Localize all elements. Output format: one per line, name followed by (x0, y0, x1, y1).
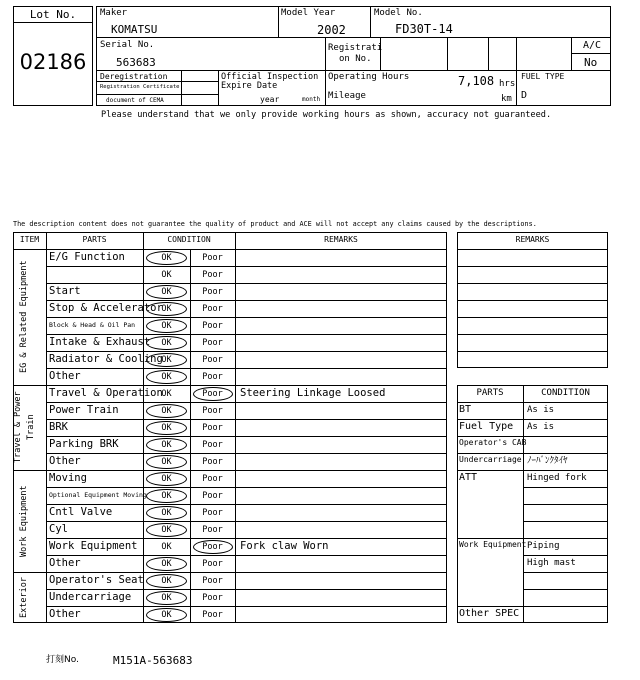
group-label-work: Work Equipment (19, 485, 29, 557)
poor-option: Poor (202, 457, 223, 467)
spec-part-label: Undercarriage (459, 455, 522, 464)
poor-selected-circle (193, 540, 233, 554)
divider (457, 402, 608, 403)
part-label: Cyl (49, 523, 68, 536)
row-divider (46, 538, 447, 539)
remarks-row-divider (457, 334, 608, 335)
group-label-travel: Travel & Power (13, 391, 23, 464)
mileage-label: Mileage (328, 91, 366, 101)
ok-selected-circle (146, 608, 187, 622)
ok-selected-circle (146, 574, 187, 588)
divider (447, 37, 448, 71)
part-label: Other (49, 557, 81, 570)
ok-option: OK (161, 593, 172, 603)
poor-option: Poor (202, 372, 223, 382)
spec-condition-value: Hinged fork (527, 473, 587, 483)
row-divider (523, 487, 608, 488)
poor-option: Poor (202, 304, 223, 314)
right-condition-header: CONDITION (541, 388, 590, 398)
row-divider (46, 419, 447, 420)
spec-part-label: Operator's CAB (459, 438, 527, 447)
row-divider (457, 436, 608, 437)
ok-option: OK (161, 440, 172, 450)
poor-option: Poor (202, 270, 223, 280)
ok-selected-circle (146, 455, 187, 469)
row-divider (46, 300, 447, 301)
row-divider (523, 521, 608, 522)
spec-part-label: ATT (459, 472, 478, 483)
model-no-label: Model No. (374, 8, 423, 18)
poor-option: Poor (202, 321, 223, 331)
ok-option: OK (161, 542, 172, 552)
right-remarks-header: REMARKS (515, 235, 550, 244)
poor-option: Poor (202, 423, 223, 433)
divider (571, 37, 572, 71)
remarks-row-divider (457, 283, 608, 284)
ok-option: OK (161, 508, 172, 518)
registration-label-2: on No. (339, 54, 372, 64)
deregistration-label: Deregistration (100, 72, 168, 81)
poor-option: Poor (202, 474, 223, 484)
poor-option: Poor (202, 253, 223, 263)
divider (370, 6, 371, 38)
part-label: Parking BRK (49, 438, 119, 451)
remark-text: Fork claw Worn (240, 540, 329, 552)
part-label: Radiator & Cooling (49, 353, 163, 366)
ok-option: OK (161, 423, 172, 433)
row-divider (46, 351, 447, 352)
part-label: Other (49, 455, 81, 468)
part-label: Other (49, 608, 81, 621)
poor-option: Poor (202, 389, 223, 399)
group-label-exterior: Exterior (19, 577, 29, 618)
remarks-row-divider (457, 317, 608, 318)
row-divider (457, 606, 608, 607)
row-divider (46, 555, 447, 556)
part-label: Moving (49, 472, 87, 485)
poor-option: Poor (202, 355, 223, 365)
fuel-type-value: D (521, 90, 528, 101)
row-divider (457, 470, 608, 471)
poor-option: Poor (202, 576, 223, 586)
ok-option: OK (161, 525, 172, 535)
ok-selected-circle (146, 285, 187, 299)
part-label: Intake & Exhaust (49, 336, 151, 349)
divider (325, 37, 326, 106)
ok-option: OK (161, 287, 172, 297)
right-parts-header: PARTS (476, 388, 504, 398)
row-divider (46, 402, 447, 403)
part-label: Power Train (49, 404, 119, 417)
ok-option: OK (161, 491, 172, 501)
year-label: year (260, 95, 280, 104)
ok-option: OK (161, 610, 172, 620)
divider (235, 232, 236, 623)
part-label: Stop & Accelerator (49, 302, 163, 315)
poor-option: Poor (202, 508, 223, 518)
group-divider (13, 385, 447, 386)
ok-option: OK (161, 474, 172, 484)
remarks-row-divider (457, 300, 608, 301)
group-label-eg: EG & Related Equipment (19, 260, 29, 374)
poor-option: Poor (202, 406, 223, 416)
divider (278, 6, 279, 38)
model-year-label: Model Year (281, 8, 336, 18)
serial-label: Serial No. (100, 40, 155, 50)
ok-option: OK (161, 372, 172, 382)
spec-condition-value: Piping (527, 541, 560, 551)
row-divider (457, 453, 608, 454)
km-unit: km (501, 94, 512, 104)
ok-option: OK (161, 457, 172, 467)
group-label-travel-2: Train (26, 414, 36, 441)
ok-selected-circle (146, 302, 187, 316)
part-label: Travel & Operation (49, 387, 163, 400)
maker-value: KOMATSU (111, 23, 158, 36)
row-divider (46, 487, 447, 488)
divider (516, 37, 517, 106)
row-divider (523, 555, 608, 556)
model-no-value: FD30T-14 (395, 22, 453, 36)
row-divider (46, 453, 447, 454)
ok-selected-circle (146, 370, 187, 384)
part-label: Cntl Valve (49, 506, 113, 519)
ok-selected-circle (146, 336, 187, 350)
spec-condition-value: As is (527, 422, 555, 432)
ok-option: OK (161, 304, 172, 314)
spec-condition-value: High mast (527, 558, 576, 568)
group-divider (13, 572, 447, 573)
ok-option: OK (161, 406, 172, 416)
ok-option: OK (161, 270, 172, 280)
divider (96, 37, 611, 38)
poor-option: Poor (202, 559, 223, 569)
ok-selected-circle (146, 591, 187, 605)
col-item-header: ITEM (19, 235, 40, 244)
registration-label: Registrati (328, 43, 383, 53)
spec-condition-value: ﾉｰﾊﾞﾝｸﾀｲﾔ (527, 456, 568, 466)
row-divider (46, 606, 447, 607)
ok-selected-circle (146, 557, 187, 571)
lot-number: 02186 (19, 50, 87, 74)
ok-selected-circle (146, 421, 187, 435)
row-divider (46, 283, 447, 284)
model-year-value: 2002 (317, 23, 346, 37)
divider (181, 70, 182, 106)
serial-value: 563683 (116, 56, 156, 69)
poor-selected-circle (193, 387, 233, 401)
ok-selected-circle (146, 353, 187, 367)
part-label: E/G Function (49, 251, 125, 264)
spec-condition-value: As is (527, 405, 555, 415)
col-condition-header: CONDITION (167, 235, 211, 244)
row-divider (523, 572, 608, 573)
row-divider (457, 419, 608, 420)
ok-option: OK (161, 321, 172, 331)
ok-option: OK (161, 576, 172, 586)
row-divider (457, 538, 608, 539)
ac-value: No (584, 56, 598, 69)
divider (218, 70, 219, 106)
col-remarks-header: REMARKS (324, 235, 358, 244)
row-divider (46, 334, 447, 335)
divider (96, 70, 611, 71)
stamp-value: M151A-563683 (113, 654, 193, 667)
ok-selected-circle (146, 523, 187, 537)
month-label: month (302, 96, 321, 103)
divider (571, 53, 611, 54)
poor-option: Poor (202, 287, 223, 297)
row-divider (46, 266, 447, 267)
remark-text: Steering Linkage Loosed (240, 387, 386, 399)
spec-part-label: Work Equipment (459, 540, 527, 549)
remarks-row-divider (457, 249, 608, 250)
part-label: Other (49, 370, 81, 383)
part-label: Undercarriage (49, 591, 132, 604)
divider (13, 249, 447, 250)
part-label: BRK (49, 421, 68, 434)
part-label: Operator's Seat (49, 574, 144, 587)
ok-selected-circle (146, 472, 187, 486)
description-notice: The description content does not guarantee the quality of product and ACE will not accept any claims caused by the descriptions. (13, 220, 537, 228)
part-label: Block & Head & Oil Pan (49, 321, 136, 330)
stamp-label: 打刻No. (46, 655, 79, 665)
spec-part-label: BT (459, 404, 472, 415)
spec-part-label: Fuel Type (459, 421, 514, 432)
row-divider (46, 368, 447, 369)
remarks-row-divider (457, 266, 608, 267)
row-divider (46, 436, 447, 437)
row-divider (46, 317, 447, 318)
ok-option: OK (161, 253, 172, 263)
ok-option: OK (161, 559, 172, 569)
cema-doc-label: document of CEMA (106, 97, 164, 104)
poor-option: Poor (202, 593, 223, 603)
fuel-type-label: FUEL TYPE (521, 72, 565, 81)
ok-selected-circle (146, 404, 187, 418)
ok-option: OK (161, 338, 172, 348)
group-divider (13, 470, 447, 471)
poor-option: Poor (202, 491, 223, 501)
row-divider (46, 521, 447, 522)
poor-option: Poor (202, 610, 223, 620)
official-inspection-label: Official Inspection (221, 72, 319, 82)
ok-selected-circle (146, 438, 187, 452)
poor-option: Poor (202, 525, 223, 535)
remarks-row-divider (457, 351, 608, 352)
ok-selected-circle (146, 251, 187, 265)
poor-option: Poor (202, 338, 223, 348)
divider (46, 232, 47, 623)
registration-certificate-label: Registration Certificate (100, 84, 180, 90)
spec-part-label: Other SPEC (459, 608, 520, 619)
divider (488, 37, 489, 71)
row-divider (523, 504, 608, 505)
ok-selected-circle (146, 489, 187, 503)
ok-selected-circle (146, 319, 187, 333)
ac-label: A/C (583, 40, 602, 51)
part-label: Optional Equipment Moving (49, 491, 147, 500)
row-divider (46, 504, 447, 505)
ok-option: OK (161, 355, 172, 365)
hrs-unit: hrs (499, 79, 516, 89)
part-label: Work Equipment (49, 540, 138, 553)
row-divider (46, 589, 447, 590)
operating-hours-value: 7,108 (458, 74, 495, 88)
hours-notice: Please understand that we only provide working hours as shown, accuracy not guaranteed. (101, 110, 552, 120)
divider (96, 94, 218, 95)
part-label: Start (49, 285, 81, 298)
lot-label: Lot No. (29, 8, 77, 21)
expire-date-label: Expire Date (221, 81, 278, 91)
divider (96, 81, 218, 82)
poor-option: Poor (202, 542, 223, 552)
poor-option: Poor (202, 440, 223, 450)
operating-hours-label: Operating Hours (328, 72, 410, 82)
col-parts-header: PARTS (82, 235, 107, 244)
ok-selected-circle (146, 506, 187, 520)
maker-label: Maker (100, 8, 128, 18)
row-divider (523, 589, 608, 590)
divider (13, 22, 93, 23)
ok-option: OK (161, 389, 172, 399)
